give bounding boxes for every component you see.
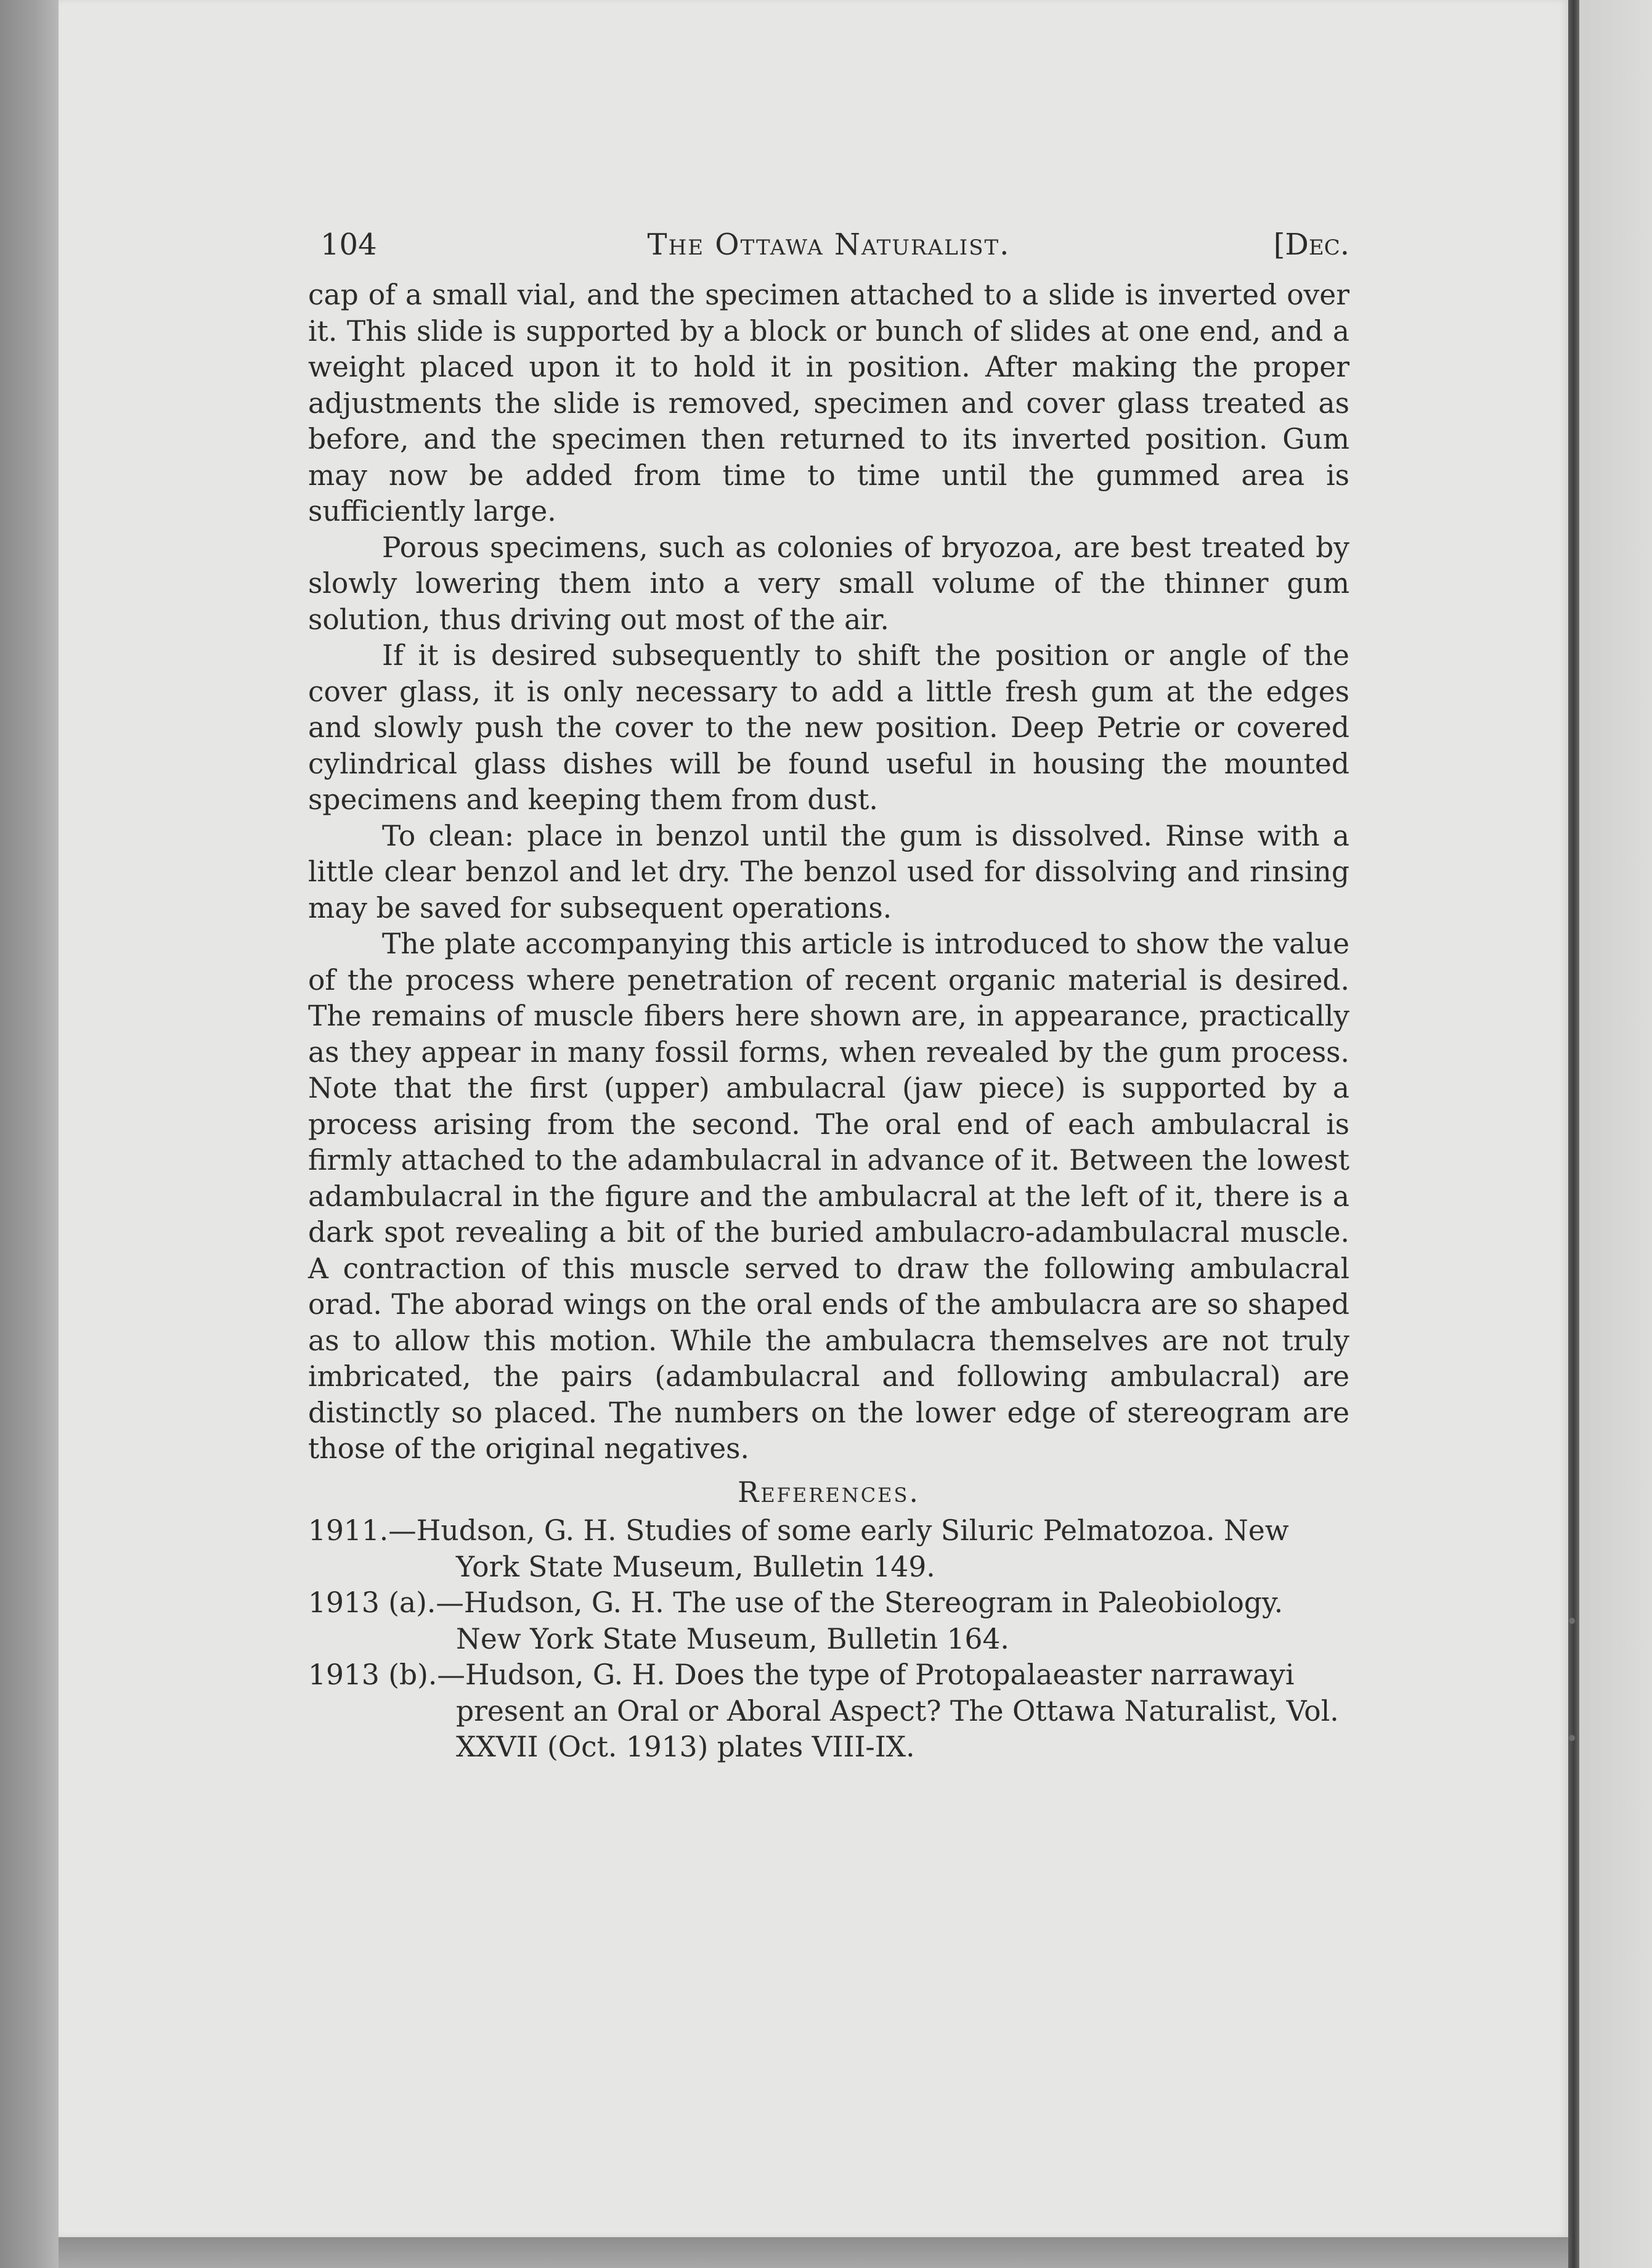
spine-mark [1569, 1735, 1575, 1741]
page-number: 104 [320, 227, 377, 262]
left-scan-edge [0, 0, 59, 2268]
book-spine [1568, 0, 1579, 2268]
facing-page-edge [1579, 0, 1652, 2268]
paragraph: To clean: place in benzol until the gum is dissolved. Rinse with a little clear benzol and let dry. The benzol used for dissolving and rinsing may be saved for subsequent operations. [308, 819, 1349, 924]
running-header [308, 222, 1349, 265]
paragraph: The plate accompanying this article is introduced to show the value of the process where penetration of recent organic material is desired. The remains of muscle fibers here shown are, in appearance, practically as they appear in many fossil forms, when revealed by the gum process. Note that the first (upper) ambulacral (jaw piece) is supported by a process arising from the second. The oral end of each ambulacral is firmly attached to the adambulacral in advance of it. Between the lowest adambulacral in the figure and the ambulacral at the left of it, there is a dark spot revealing a bit of the buried ambulacro-adambulacral muscle. A contraction of this muscle served to draw the following ambulacral orad. The aborad wings on the oral ends of the ambulacra are so shaped as to allow this motion. While the ambulacra themselves are not truly imbricated, the pairs (adambulacral and following ambulacral) are distinctly so placed. The numbers on the lower edge of stereogram are those of the original negatives. [308, 928, 1349, 1465]
reference-item: 1913 (b).—Hudson, G. H. Does the type of Protopalaeaster narrawayi present an Oral or Aboral Aspect? The Ottawa Naturalist, Vol. XXVII (Oct. 1913) plates VIII-IX. [308, 1658, 1339, 1763]
spine-mark [1569, 1618, 1575, 1624]
reference-item: 1913 (a).—Hudson, G. H. The use of the Stereogram in Paleobiology. New York State Museum, Bulletin 164. [308, 1586, 1284, 1655]
bottom-scan-edge [59, 2237, 1568, 2268]
references-heading: References. [738, 1475, 920, 1509]
issue-month: [Dec. [1273, 227, 1349, 262]
paragraph: cap of a small vial, and the specimen attached to a slide is inverted over it. This slide is supported by a block or bunch of slides at one end, and a weight placed upon it to hold it in position. After making the proper adjustments the slide is removed, specimen and cover glass treated as before, and the specimen then returned to its inverted position. Gum may now be added from time to time until the gummed area is sufficiently large. [308, 279, 1349, 528]
journal-title: The Ottawa Naturalist. [647, 227, 1011, 262]
page-text [308, 222, 1349, 1766]
paragraph: Porous specimens, such as colonies of bryozoa, are best treated by slowly lowering them into a very small volume of the thinner gum solution, thus driving out most of the air. [308, 531, 1349, 636]
reference-item: 1911.—Hudson, G. H. Studies of some early Siluric Pelmatozoa. New York State Museum, Bulletin 149. [308, 1514, 1289, 1583]
paragraph: If it is desired subsequently to shift the position or angle of the cover glass, it is only necessary to add a little fresh gum at the edges and slowly push the cover to the new position. Deep Petrie or covered cylindrical glass dishes will be found useful in housing the mounted specimens and keeping them from dust. [308, 639, 1349, 816]
